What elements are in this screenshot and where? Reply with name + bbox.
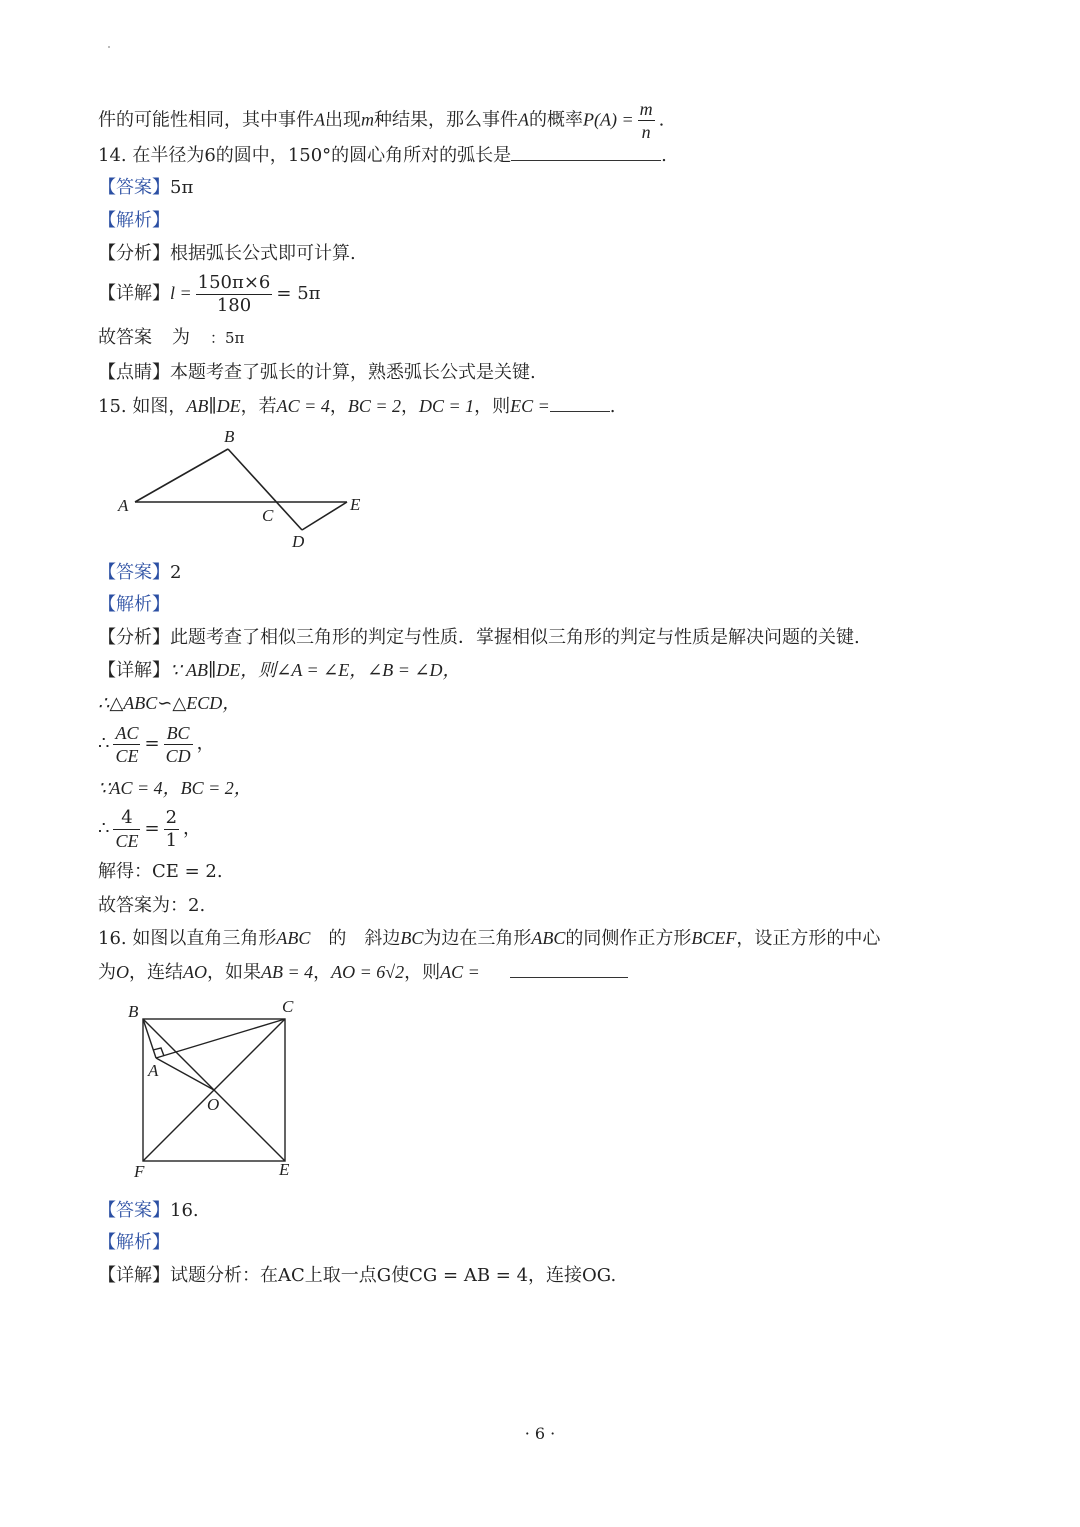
- answer-blank: [511, 144, 661, 161]
- scan-speck: [108, 46, 110, 48]
- q15-xiangjie-1: 【详解】∵ AB∥DE，则∠A = ∠E，∠B = ∠D，: [98, 660, 461, 681]
- ratio-4-ce: $\frac{4}{CE}$: [115, 806, 139, 851]
- label-d: D: [292, 532, 305, 551]
- q15-figure-triangles: [110, 422, 370, 557]
- label-f: F: [134, 1162, 145, 1181]
- q14-guanswer: 故答案 为 ：5π: [98, 327, 245, 348]
- q15-xiangjie-2: ∴△ABC∽△ECD，: [98, 693, 241, 713]
- label-b: B: [128, 1002, 139, 1021]
- q15-xiangjie-6: 解得：CE = 2.: [98, 861, 223, 882]
- q13-tail-line: 件的可能性相同，其中事件A出现m种结果，那么事件A的概率P(A) = $\frac{m}{n}$ .: [98, 99, 665, 142]
- page-number: · 6 ·: [524, 1424, 556, 1443]
- ratio-ac-ce: $\frac{AC}{CE}$: [115, 722, 139, 766]
- q15-xiangjie-3: ∴ $\frac{AC}{CE}$ = $\frac{BC}{CD}$ ，: [98, 722, 215, 766]
- ratio-bc-cd: $\frac{BC}{CD}$: [165, 722, 191, 766]
- q15-xiangjie-4: ∵AC = 4，BC = 2，: [98, 778, 252, 798]
- label-e: E: [350, 495, 361, 514]
- q16-xiangjie: 【详解】试题分析：在AC上取一点G使CG = AB = 4，连接OG.: [98, 1265, 617, 1286]
- label-a: A: [148, 1061, 159, 1080]
- arc-length-fraction: $\frac{150\pi\times 6}{180}$: [197, 271, 271, 316]
- q14-fenxi: 【分析】根据弧长公式即可计算.: [98, 243, 356, 264]
- answer-blank: [550, 395, 610, 412]
- label-c: C: [282, 997, 294, 1016]
- q14-jiexi: 【解析】: [98, 210, 170, 231]
- q14-xiangjie: 【详解】l = $\frac{150\pi\times 6}{180}$ = 5π: [98, 271, 321, 316]
- q14-stem: 14. 在半径为6的圆中，150°的圆心角所对的弧长是 .: [98, 145, 667, 166]
- q16-figure-square: [120, 995, 310, 1185]
- label-o: O: [207, 1095, 220, 1114]
- q15-jiexi: 【解析】: [98, 594, 170, 615]
- answer-blank: [510, 961, 628, 978]
- q14-answer: 【答案】5π: [98, 177, 194, 198]
- q16-jiexi: 【解析】: [98, 1232, 170, 1253]
- segment-ao: [156, 1058, 214, 1090]
- q15-stem: 15. 如图，AB∥DE，若AC = 4，BC = 2，DC = 1，则EC = .: [98, 396, 616, 417]
- q16-stem-1: 16. 如图以直角三角形ABC 的 斜边BC为边在三角形ABC的同侧作正方形BCEF，设正方形的中心: [98, 928, 881, 949]
- label-c: C: [262, 506, 274, 525]
- q14-dianjing: 【点睛】本题考查了弧长的计算，熟悉弧长公式是关键.: [98, 362, 536, 383]
- probability-fraction: $\frac{m}{n}$: [639, 99, 653, 142]
- label-e: E: [279, 1160, 290, 1179]
- q15-xiangjie-7: 故答案为：2.: [98, 895, 206, 916]
- ratio-2-1: $\frac{2}{1}$: [165, 806, 178, 851]
- segment-de: [302, 502, 347, 530]
- label-a: A: [118, 496, 129, 515]
- label-b: B: [224, 427, 235, 446]
- q15-answer: 【答案】2: [98, 562, 182, 583]
- q16-answer: 【答案】16.: [98, 1200, 199, 1221]
- q15-fenxi: 【分析】此题考查了相似三角形的判定与性质．掌握相似三角形的判定与性质是解决问题的关键.: [98, 627, 860, 648]
- segment-ab: [135, 449, 228, 502]
- q15-xiangjie-5: ∴ $\frac{4}{CE}$ = $\frac{2}{1}$ ，: [98, 806, 202, 851]
- q16-stem-2: 为O，连结AO，如果AB = 4，AO = 6√2，则AC =: [98, 960, 628, 985]
